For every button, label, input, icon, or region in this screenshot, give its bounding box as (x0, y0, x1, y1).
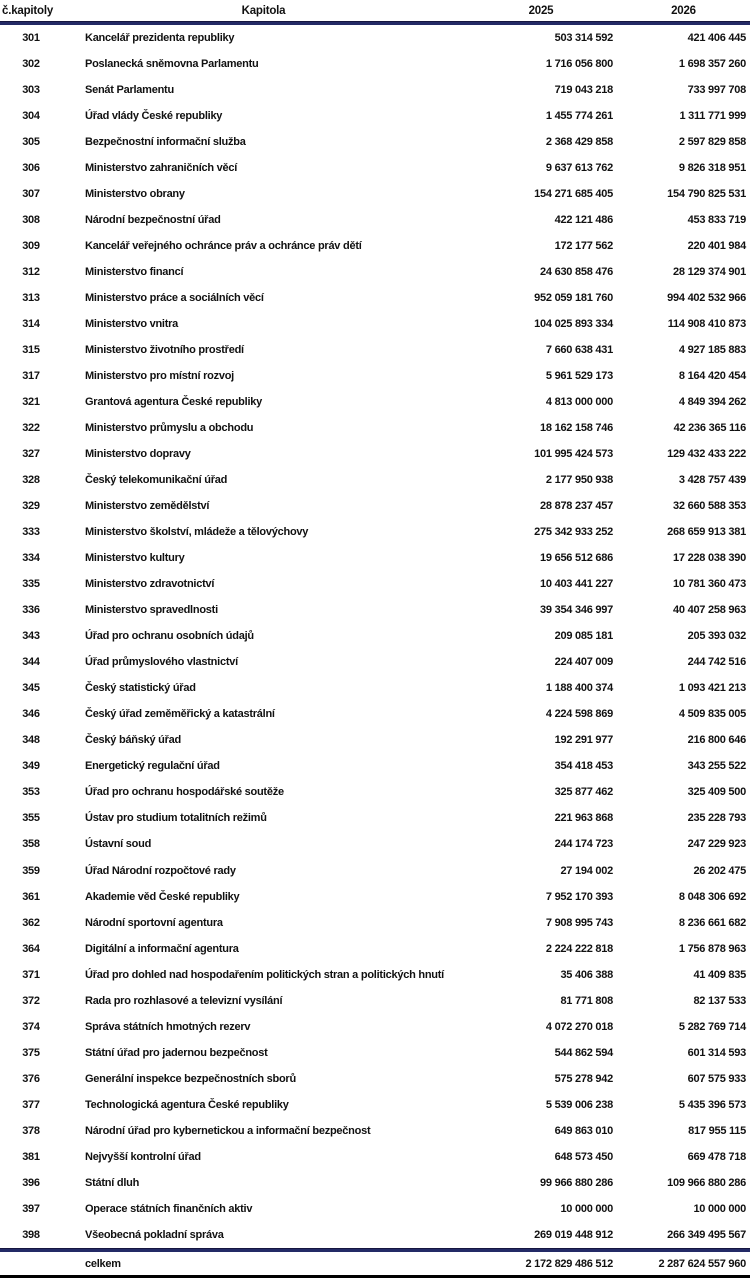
cell-chapter-number: 378 (22, 1124, 40, 1137)
cell-chapter-number: 329 (22, 500, 40, 513)
cell-chapter-name: Ministerstvo pro místní rozvoj (85, 370, 234, 383)
cell-chapter-number: 333 (22, 526, 40, 539)
table-row (0, 337, 750, 363)
cell-chapter-name: Ústav pro studium totalitních režimů (85, 812, 267, 825)
cell-chapter-number: 375 (22, 1046, 40, 1059)
cell-chapter-name: Operace státních finančních aktiv (85, 1202, 253, 1215)
cell-chapter-number: 306 (22, 162, 40, 175)
cell-2026: 994 402 532 966 (667, 292, 746, 305)
cell-chapter-name: Akademie věd České republiky (85, 890, 240, 903)
cell-2026: 235 228 793 (687, 812, 746, 825)
cell-chapter-name: Ministerstvo školství, mládeže a tělovýchovy (85, 526, 309, 539)
cell-2025: 18 162 158 746 (540, 422, 613, 435)
table-row (0, 441, 750, 467)
cell-chapter-number: 371 (22, 968, 40, 981)
cell-2025: 221 963 868 (554, 812, 613, 825)
cell-2025: 4 224 598 869 (545, 708, 613, 721)
cell-2025: 28 878 237 457 (540, 500, 613, 513)
cell-chapter-name: Ministerstvo kultury (85, 552, 185, 565)
cell-2025: 325 877 462 (554, 786, 613, 799)
cell-chapter-number: 374 (22, 1020, 40, 1033)
cell-2026: 244 742 516 (687, 656, 746, 669)
cell-2026: 669 478 718 (687, 1150, 746, 1163)
cell-chapter-name: Úřad pro ochranu osobních údajů (85, 630, 254, 643)
cell-2026: 1 698 357 260 (678, 58, 746, 71)
cell-chapter-name: Úřad průmyslového vlastnictví (85, 656, 238, 669)
cell-chapter-name: Český statistický úřad (85, 682, 196, 695)
cell-chapter-name: Senát Parlamentu (85, 84, 174, 97)
table-row (0, 103, 750, 129)
cell-2026: 205 393 032 (687, 630, 746, 643)
table-row (0, 727, 750, 753)
cell-2026: 8 048 306 692 (678, 890, 746, 903)
cell-2025: 952 059 181 760 (534, 292, 613, 305)
cell-2026: 216 800 646 (687, 734, 746, 747)
cell-2026: 82 137 533 (693, 994, 746, 1007)
cell-2025: 224 407 009 (554, 656, 613, 669)
table-row (0, 962, 750, 988)
table-row (0, 519, 750, 545)
table-row (0, 51, 750, 77)
cell-2025: 7 908 995 743 (545, 916, 613, 929)
cell-chapter-number: 398 (22, 1228, 40, 1241)
cell-chapter-name: Generální inspekce bezpečnostních sborů (85, 1072, 296, 1085)
cell-2026: 266 349 495 567 (667, 1228, 746, 1241)
table-row (0, 1170, 750, 1196)
cell-2025: 4 072 270 018 (545, 1020, 613, 1033)
cell-2025: 244 174 723 (554, 838, 613, 851)
table-row (0, 649, 750, 675)
cell-chapter-number: 328 (22, 474, 40, 487)
cell-chapter-number: 396 (22, 1176, 40, 1189)
table-row (0, 597, 750, 623)
cell-2026: 28 129 374 901 (673, 266, 746, 279)
table-row (0, 988, 750, 1014)
cell-chapter-number: 309 (22, 240, 40, 253)
cell-chapter-name: Ministerstvo zahraničních věcí (85, 162, 238, 175)
cell-2025: 10 403 441 227 (540, 578, 613, 591)
cell-chapter-number: 381 (22, 1150, 40, 1163)
cell-chapter-number: 327 (22, 448, 40, 461)
cell-chapter-name: Český báňský úřad (85, 734, 182, 747)
table-row (0, 910, 750, 936)
cell-2026: 109 966 880 286 (667, 1176, 746, 1189)
table-row (0, 936, 750, 962)
cell-2025: 27 194 002 (560, 864, 613, 877)
cell-2026: 1 311 771 999 (679, 110, 746, 123)
cell-2025: 154 271 685 405 (534, 188, 613, 201)
cell-2025: 2 368 429 858 (545, 136, 613, 149)
cell-chapter-number: 348 (22, 734, 40, 747)
cell-2026: 32 660 588 353 (673, 500, 746, 513)
cell-chapter-number: 313 (22, 292, 40, 305)
cell-2025: 2 224 222 818 (545, 942, 613, 955)
cell-2025: 9 637 613 762 (545, 162, 613, 175)
cell-2025: 10 000 000 (560, 1202, 613, 1215)
cell-chapter-number: 321 (22, 396, 40, 409)
cell-2025: 192 291 977 (554, 734, 613, 747)
table-row (0, 233, 750, 259)
cell-2025: 2 177 950 938 (545, 474, 613, 487)
table-row (0, 545, 750, 571)
cell-2025: 5 539 006 238 (545, 1098, 613, 1111)
cell-chapter-number: 361 (22, 890, 40, 903)
cell-chapter-number: 303 (22, 84, 40, 97)
cell-chapter-number: 343 (22, 630, 40, 643)
table-body (0, 25, 750, 1248)
cell-chapter-number: 305 (22, 136, 40, 149)
cell-chapter-number: 307 (22, 188, 40, 201)
cell-chapter-name: Úřad pro dohled nad hospodařením politických stran a politických hnutí (85, 968, 444, 981)
cell-chapter-number: 301 (22, 32, 40, 44)
cell-2026: 9 826 318 951 (678, 162, 746, 175)
cell-chapter-name: Kancelář prezidenta republiky (85, 32, 235, 44)
cell-chapter-name: Státní dluh (85, 1176, 140, 1189)
cell-2025: 99 966 880 286 (540, 1176, 613, 1189)
cell-chapter-number: 314 (22, 318, 40, 331)
cell-2026: 3 428 757 439 (678, 474, 746, 487)
cell-chapter-name: Státní úřad pro jadernou bezpečnost (85, 1046, 268, 1059)
cell-2025: 354 418 453 (554, 760, 613, 773)
column-header-2026: 2026 (671, 4, 696, 17)
cell-2026: 5 435 396 573 (678, 1098, 746, 1111)
cell-chapter-name: Ministerstvo dopravy (85, 448, 191, 461)
cell-2026: 247 229 923 (687, 838, 746, 851)
cell-2025: 269 019 448 912 (534, 1228, 613, 1241)
total-label: celkem (85, 1257, 121, 1270)
cell-2025: 719 043 218 (554, 84, 613, 97)
table-row (0, 77, 750, 103)
cell-chapter-name: Ministerstvo spravedlnosti (85, 604, 218, 617)
cell-chapter-number: 362 (22, 916, 40, 929)
cell-2026: 4 927 185 883 (678, 344, 746, 357)
cell-chapter-number: 322 (22, 422, 40, 435)
table-row (0, 805, 750, 831)
table-row (0, 571, 750, 597)
table-row (0, 858, 750, 884)
cell-chapter-name: Ministerstvo financí (85, 266, 184, 279)
cell-2025: 209 085 181 (554, 630, 613, 643)
table-row (0, 884, 750, 910)
cell-chapter-number: 345 (22, 682, 40, 695)
table-row (0, 753, 750, 779)
cell-chapter-name: Kancelář veřejného ochránce práv a ochránce práv dětí (85, 240, 362, 253)
total-row (0, 1252, 750, 1275)
cell-chapter-number: 349 (22, 760, 40, 773)
cell-chapter-name: Správa státních hmotných rezerv (85, 1020, 251, 1033)
cell-2026: 41 409 835 (693, 968, 746, 981)
table-row (0, 285, 750, 311)
cell-2026: 8 164 420 454 (678, 370, 746, 383)
table-row (0, 363, 750, 389)
column-header-chapter-number: č.kapitoly (2, 4, 54, 17)
cell-2026: 114 908 410 873 (667, 318, 746, 331)
cell-2025: 35 406 388 (560, 968, 613, 981)
table-row (0, 415, 750, 441)
cell-chapter-name: Úřad pro ochranu hospodářské soutěže (85, 786, 284, 799)
cell-chapter-name: Ministerstvo průmyslu a obchodu (85, 422, 254, 435)
table-row (0, 25, 750, 51)
cell-chapter-name: Národní sportovní agentura (85, 916, 223, 929)
table-row (0, 181, 750, 207)
cell-chapter-name: Bezpečnostní informační služba (85, 136, 246, 149)
table-row (0, 1040, 750, 1066)
cell-2025: 19 656 512 686 (540, 552, 613, 565)
cell-chapter-name: Český telekomunikační úřad (85, 474, 228, 487)
cell-2025: 104 025 893 334 (534, 318, 613, 331)
cell-2026: 421 406 445 (687, 32, 746, 44)
cell-chapter-name: Národní bezpečnostní úřad (85, 214, 221, 227)
cell-2025: 1 716 056 800 (545, 58, 613, 71)
cell-2025: 81 771 808 (560, 994, 613, 1007)
cell-2025: 5 961 529 173 (545, 370, 613, 383)
cell-2025: 275 342 933 252 (534, 526, 613, 539)
cell-chapter-name: Grantová agentura České republiky (85, 396, 262, 409)
table-row (0, 129, 750, 155)
cell-2026: 10 781 360 473 (673, 578, 746, 591)
cell-chapter-number: 317 (22, 370, 40, 383)
column-header-2025: 2025 (528, 4, 554, 17)
cell-2026: 343 255 522 (687, 760, 746, 773)
total-2025: 2 172 829 486 512 (525, 1257, 613, 1270)
cell-2026: 8 236 661 682 (678, 916, 746, 929)
cell-2026: 26 202 475 (693, 864, 746, 877)
cell-2026: 2 597 829 858 (678, 136, 746, 149)
cell-chapter-name: Ministerstvo vnitra (85, 318, 179, 331)
cell-chapter-number: 315 (22, 344, 40, 357)
cell-2025: 503 314 592 (554, 32, 613, 44)
cell-chapter-number: 353 (22, 786, 40, 799)
cell-chapter-name: Úřad vlády České republiky (85, 110, 223, 123)
cell-2025: 575 278 942 (554, 1072, 613, 1085)
cell-chapter-number: 376 (22, 1072, 40, 1085)
cell-chapter-name: Nejvyšší kontrolní úřad (85, 1150, 201, 1163)
cell-chapter-name: Technologická agentura České republiky (85, 1098, 289, 1111)
table-row (0, 467, 750, 493)
total-2026: 2 287 624 557 960 (658, 1257, 746, 1270)
table-row (0, 1092, 750, 1118)
cell-chapter-name: Úřad Národní rozpočtové rady (85, 864, 236, 877)
cell-2025: 172 177 562 (554, 240, 613, 253)
cell-2025: 1 455 774 261 (545, 110, 613, 123)
cell-2025: 648 573 450 (554, 1150, 613, 1163)
cell-chapter-name: Ministerstvo zemědělství (85, 500, 210, 513)
cell-2025: 7 952 170 393 (545, 890, 613, 903)
table-row (0, 1014, 750, 1040)
table-row (0, 1196, 750, 1222)
cell-chapter-number: 364 (22, 942, 40, 955)
cell-2026: 1 093 421 213 (678, 682, 746, 695)
cell-2025: 39 354 346 997 (540, 604, 613, 617)
cell-2026: 325 409 500 (687, 786, 746, 799)
cell-2026: 453 833 719 (687, 214, 746, 227)
cell-2025: 1 188 400 374 (545, 682, 613, 695)
cell-chapter-number: 346 (22, 708, 40, 721)
cell-2025: 422 121 486 (554, 214, 613, 227)
cell-chapter-name: Energetický regulační úřad (85, 760, 220, 773)
cell-2026: 5 282 769 714 (678, 1020, 746, 1033)
table-row (0, 311, 750, 337)
cell-2026: 817 955 115 (688, 1124, 746, 1137)
cell-2025: 4 813 000 000 (545, 396, 613, 409)
table-row (0, 1222, 750, 1248)
cell-chapter-number: 358 (22, 838, 40, 851)
cell-2026: 17 228 038 390 (673, 552, 746, 565)
cell-2026: 220 401 984 (687, 240, 746, 253)
cell-chapter-name: Poslanecká sněmovna Parlamentu (85, 58, 259, 71)
cell-2026: 4 849 394 262 (678, 396, 746, 409)
table-row (0, 155, 750, 181)
cell-2026: 129 432 433 222 (667, 448, 746, 461)
table-row (0, 701, 750, 727)
cell-2026: 10 000 000 (693, 1202, 746, 1215)
table-row (0, 1066, 750, 1092)
cell-chapter-number: 334 (22, 552, 40, 565)
cell-2026: 607 575 933 (687, 1072, 746, 1085)
cell-chapter-name: Digitální a informační agentura (85, 942, 239, 955)
cell-chapter-name: Rada pro rozhlasové a televizní vysílání (85, 994, 283, 1007)
cell-chapter-number: 359 (22, 864, 40, 877)
cell-chapter-number: 312 (22, 266, 40, 279)
cell-chapter-name: Ministerstvo práce a sociálních věcí (85, 292, 264, 305)
cell-chapter-name: Ministerstvo zdravotnictví (85, 578, 215, 591)
cell-chapter-name: Český úřad zeměměřický a katastrální (85, 708, 275, 721)
cell-chapter-name: Národní úřad pro kybernetickou a informační bezpečnost (85, 1124, 371, 1137)
table-row (0, 675, 750, 701)
table-row (0, 1144, 750, 1170)
table-row (0, 623, 750, 649)
table-header-row (0, 0, 750, 21)
cell-chapter-number: 344 (22, 656, 40, 669)
table-row (0, 389, 750, 415)
cell-2026: 42 236 365 116 (673, 422, 746, 435)
cell-2025: 649 863 010 (554, 1124, 613, 1137)
cell-2026: 4 509 835 005 (678, 708, 746, 721)
cell-2026: 40 407 258 963 (673, 604, 746, 617)
cell-chapter-number: 355 (22, 812, 40, 825)
table-row (0, 259, 750, 285)
column-header-chapter-name: Kapitola (241, 4, 286, 17)
cell-2026: 601 314 593 (687, 1046, 746, 1059)
table-row (0, 493, 750, 519)
cell-chapter-name: Ministerstvo životního prostředí (85, 344, 244, 357)
cell-2026: 154 790 825 531 (667, 188, 746, 201)
cell-2026: 733 997 708 (687, 84, 746, 97)
table-row (0, 779, 750, 805)
cell-chapter-number: 336 (22, 604, 40, 617)
cell-chapter-number: 302 (22, 58, 40, 71)
cell-2025: 544 862 594 (554, 1046, 613, 1059)
cell-chapter-name: Ústavní soud (85, 838, 152, 851)
cell-2026: 268 659 913 381 (667, 526, 746, 539)
cell-chapter-number: 372 (22, 994, 40, 1007)
cell-chapter-number: 308 (22, 214, 40, 227)
table-row (0, 1118, 750, 1144)
cell-chapter-number: 397 (22, 1202, 40, 1215)
table-row (0, 831, 750, 857)
cell-chapter-name: Všeobecná pokladní správa (85, 1228, 224, 1241)
cell-2025: 7 660 638 431 (545, 344, 613, 357)
table-row (0, 207, 750, 233)
cell-2026: 1 756 878 963 (678, 942, 746, 955)
cell-2025: 101 995 424 573 (534, 448, 613, 461)
cell-chapter-number: 377 (22, 1098, 40, 1111)
cell-chapter-number: 304 (22, 110, 40, 123)
cell-chapter-name: Ministerstvo obrany (85, 188, 185, 201)
cell-chapter-number: 335 (22, 578, 40, 591)
cell-2025: 24 630 858 476 (540, 266, 613, 279)
